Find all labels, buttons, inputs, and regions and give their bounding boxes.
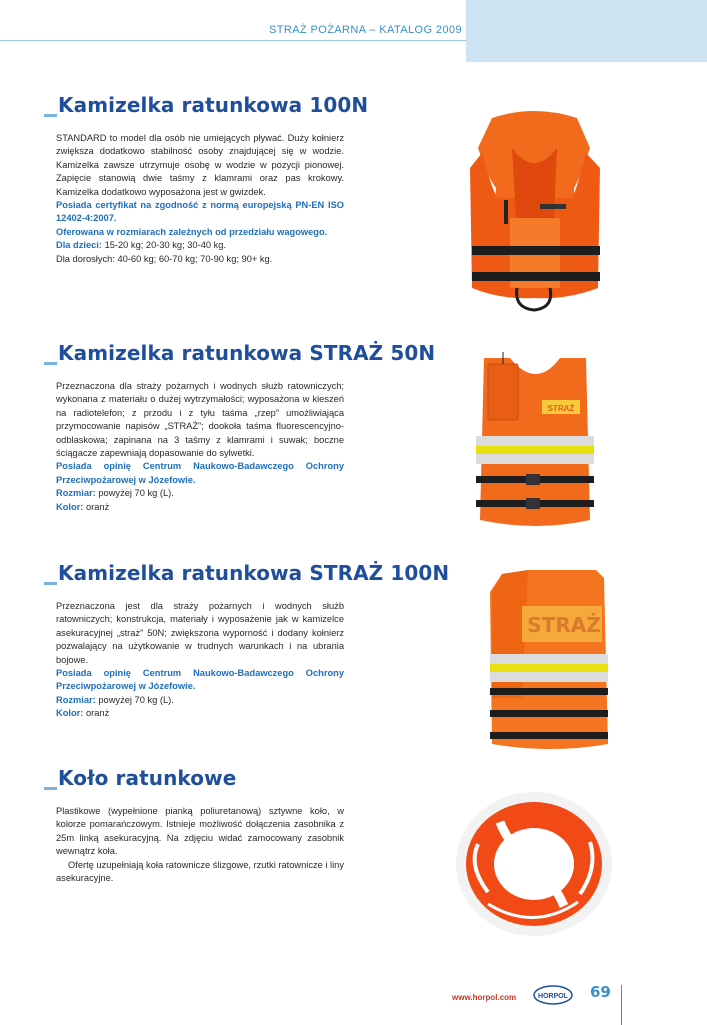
color-line [56,501,344,514]
catalog-header: STRAŻ POŻARNA – KATALOG 2009 [269,24,462,36]
color-label: Kolor: [56,501,84,512]
size-label: Rozmiar: [56,488,96,499]
adults-sizes: Dla dorosłych: 40-60 kg; 60-70 kg; 70-90 kg; 90+ kg. [56,253,273,264]
description-extra: Ofertę uzupełniają koła ratownicze ślizgowe, rzutki ratownicze i liny asekuracyjne. [56,859,344,884]
description: STANDARD to model dla osób nie umiejących pływać. Duży kołnierz zwiększa dodatkowo stabilność osoby znajdującej się w wodzie. Kamizelka zawsze utrzymuje osobę w wodzie w pozycji pionowej. Zapięcie stanowią dwie taśmy z klamrami oraz pas krokowy. Kamizelka dodatkowo wyposażona jest w gwizdek. [56,133,344,197]
horpol-logo [533,985,573,1005]
header-divider [0,40,466,41]
section-body [56,805,344,885]
certificate-note: Posiada certyfikat na zgodność z normą europejską PN-EN ISO 12402-4:2007. [56,200,344,224]
section-body [56,380,344,514]
description: Przeznaczona dla straży pożarnych i wodnych służb ratowniczych; wykonana z materiału o dużej wytrzymałości; wyposażona w kieszeń na radiotelefon; z przodu i z tyłu taśma „rzep” umożliwiająca przymocowanie napisów „STRAŻ”; dookoła taśma fluorescencyjno-odblaskowa; zapinana na 3 taśmy z klamrami i suwak; boczne ściągacze zapewniają dopasowanie do sylwetki. [56,381,344,459]
section-vest-100n [44,92,369,266]
kids-sizes [56,239,344,252]
color-value: oranż [83,708,110,719]
page-number: 69 [590,983,611,1001]
header-accent-box [466,0,707,62]
section-body [56,600,344,721]
description: Przeznaczona jest dla straży pożarnych i wodnych służb ratowniczych; konstrukcja, materiały i wyposażenie jak w kamizelce asekuracyjnej „straż” 50N; zwiększona wyporność i dodany kołnierz pozwalający na użytkowanie w trudnych warunkach i na ubrania bojowe. [56,601,344,665]
sizes-note: Oferowana w rozmiarach zależnych od przedziału wagowego. [56,226,328,237]
opinion-note: Posiada opinię Centrum Naukowo-Badawczego Ochrony Przeciwpożarowej w Józefowie. [56,668,344,692]
size-line [56,694,344,707]
section-title: Kamizelka ratunkowa 100N [44,92,344,118]
vest-patch-text: STRAŻ [547,404,575,413]
vest-100n-image [462,108,607,318]
vest-straz-50n-image [470,350,600,530]
description: Plastikowe (wypełnione pianką poliuretanową) sztywne koło, w kolorze pomarańczowym. Istnieje możliwość dołączenia zasobnika z 25m linką asekuracyjną. Na zdjęciu widać zamocowany zasobnik wewnątrz koła. [56,806,344,857]
section-vest-straz-100n [44,560,450,721]
section-body [56,132,344,266]
color-value: oranż [83,501,110,512]
kids-value: 15-20 kg; 20-30 kg; 30-40 kg. [101,240,227,251]
section-title: Koło ratunkowe [44,765,344,791]
logo-text: HORPOL [538,993,568,1000]
lifebuoy-image [448,784,620,944]
footer-url[interactable]: www.horpol.com [452,993,517,1002]
footer-divider [621,985,622,1025]
section-vest-straz-50n [44,340,436,514]
size-label: Rozmiar: [56,694,96,705]
color-line [56,707,344,720]
color-label: Kolor: [56,708,84,719]
opinion-note: Posiada opinię Centrum Naukowo-Badawczego Ochrony Przeciwpożarowej w Józefowie. [56,461,344,485]
size-line [56,487,344,500]
section-lifebuoy [44,765,344,885]
vest-straz-100n-image [486,568,611,753]
section-title: Kamizelka ratunkowa STRAŻ 100N [44,560,344,586]
section-title: Kamizelka ratunkowa STRAŻ 50N [44,340,344,366]
vest-patch-text-big: STRAŻ [527,613,601,637]
kids-label: Dla dzieci: [56,240,102,251]
size-value: powyżej 70 kg (L). [95,488,174,499]
size-value: powyżej 70 kg (L). [95,694,174,705]
